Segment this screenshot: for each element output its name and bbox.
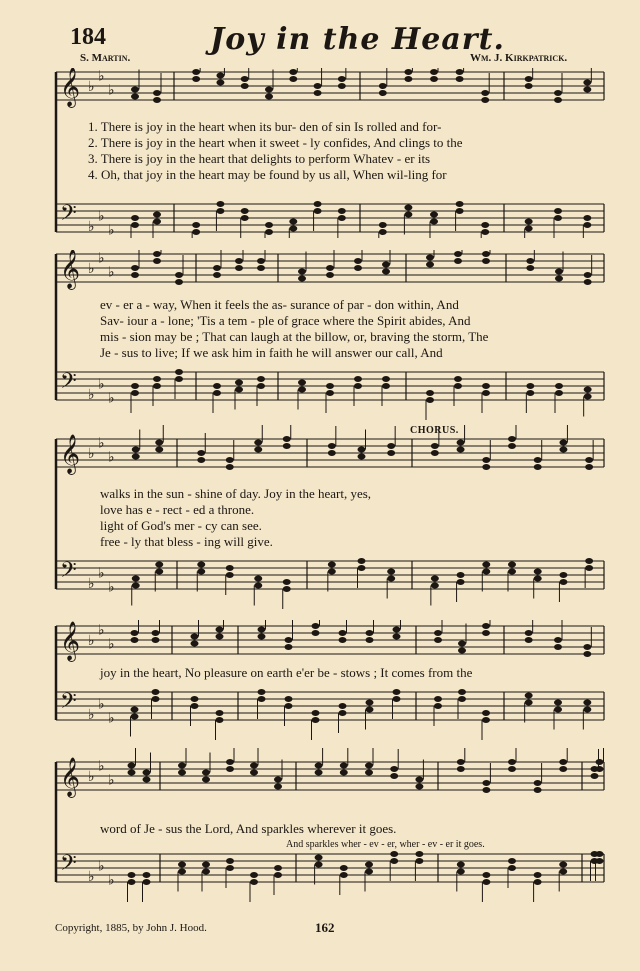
copyright-notice: Copyright, 1885, by John J. Hood. bbox=[55, 922, 207, 934]
flat-icon: ♭ bbox=[88, 446, 95, 462]
flat-icon: ♭ bbox=[98, 858, 105, 875]
flat-icon: ♭ bbox=[88, 707, 95, 723]
flat-icon: ♭ bbox=[108, 772, 115, 789]
flat-icon: ♭ bbox=[98, 376, 105, 393]
flat-icon: ♭ bbox=[98, 565, 105, 582]
lyric-line: mis - sion may be ; That can laugh at the billow, or, braving the storm, The bbox=[100, 329, 489, 344]
bass-clef-icon: 𝄢 bbox=[60, 369, 77, 399]
composer-credit: Wm. J. Kirkpatrick. bbox=[470, 52, 568, 64]
hymn-number: 184 bbox=[70, 24, 106, 50]
lyric-line: joy in the heart, No pleasure on earth e'er be - stows ; It comes from the bbox=[100, 665, 473, 680]
music-system-3 bbox=[52, 425, 608, 615]
flat-icon: ♭ bbox=[108, 222, 115, 238]
lyric-line: Je - sus to live; If we ask him in faith he will answer our call, And bbox=[100, 345, 443, 360]
flat-icon: ♭ bbox=[88, 576, 95, 592]
flat-icon: ♭ bbox=[98, 68, 105, 85]
treble-clef-icon: 𝄞 bbox=[60, 621, 81, 661]
hymn-title: Joy in the Heart. bbox=[210, 22, 505, 57]
lyric-line: love has e - rect - ed a throne. bbox=[100, 502, 255, 517]
alto-tenor-lyric-line: And sparkles wher - ev - er, wher - ev - er it goes. bbox=[286, 839, 485, 850]
flat-icon: ♭ bbox=[98, 758, 105, 775]
treble-clef-icon: 𝄞 bbox=[60, 250, 81, 289]
flat-icon: ♭ bbox=[98, 696, 105, 713]
flat-icon: ♭ bbox=[98, 435, 105, 452]
flat-icon: ♭ bbox=[98, 208, 105, 225]
flat-icon: ♭ bbox=[108, 636, 115, 653]
music-system-5 bbox=[52, 748, 608, 918]
lyric-line: ev - er a - way, When it feels the as- surance of par - don within, And bbox=[100, 297, 459, 312]
flat-icon: ♭ bbox=[108, 82, 115, 99]
bass-clef-icon: 𝄢 bbox=[60, 851, 77, 881]
lyric-line: word of Je - sus the Lord, And sparkles wherever it goes. bbox=[100, 821, 397, 836]
lyric-line: light of God's mer - cy can see. bbox=[100, 518, 262, 533]
flat-icon: ♭ bbox=[98, 622, 105, 639]
music-system-1 bbox=[52, 68, 608, 238]
flat-icon: ♭ bbox=[88, 769, 95, 785]
flat-icon: ♭ bbox=[98, 250, 105, 267]
lyric-line: 2. There is joy in the heart when it sweet - ly confides, And clings to the bbox=[88, 135, 463, 150]
flat-icon: ♭ bbox=[88, 387, 95, 403]
flat-icon: ♭ bbox=[88, 79, 95, 95]
lyric-line: free - ly that bless - ing will give. bbox=[100, 534, 273, 549]
bass-clef-icon: 𝄢 bbox=[60, 201, 77, 231]
treble-clef-icon: 𝄞 bbox=[60, 757, 81, 797]
lyric-line: walks in the sun - shine of day. Joy in the heart, yes, bbox=[100, 486, 372, 501]
flat-icon: ♭ bbox=[108, 579, 115, 596]
bass-clef-icon: 𝄢 bbox=[60, 689, 77, 719]
flat-icon: ♭ bbox=[88, 869, 95, 885]
chorus-label: CHORUS. bbox=[410, 425, 459, 436]
page-number: 162 bbox=[315, 920, 335, 935]
flat-icon: ♭ bbox=[108, 872, 115, 889]
treble-clef-icon: 𝄞 bbox=[60, 68, 81, 107]
flat-icon: ♭ bbox=[88, 219, 95, 235]
treble-clef-icon: 𝄞 bbox=[60, 434, 81, 474]
flat-icon: ♭ bbox=[108, 390, 115, 407]
music-system-4 bbox=[52, 620, 608, 740]
lyricist-credit: S. Martin. bbox=[80, 52, 131, 64]
flat-icon: ♭ bbox=[88, 261, 95, 277]
lyric-line: 4. Oh, that joy in the heart may be found by us all, When wil-ling for bbox=[88, 167, 447, 182]
lyric-line: 3. There is joy in the heart that delights to perform Whatev - er its bbox=[88, 151, 431, 166]
flat-icon: ♭ bbox=[108, 449, 115, 466]
lyric-line: 1. There is joy in the heart when its bur- den of sin Is rolled and for- bbox=[88, 119, 442, 134]
music-system-2 bbox=[52, 250, 608, 420]
flat-icon: ♭ bbox=[88, 633, 95, 649]
lyric-line: Sav- iour a - lone; 'Tis a tem - ple of grace where the Spirit abides, And bbox=[100, 313, 471, 328]
flat-icon: ♭ bbox=[108, 710, 115, 727]
bass-clef-icon: 𝄢 bbox=[60, 558, 77, 588]
flat-icon: ♭ bbox=[108, 264, 115, 281]
